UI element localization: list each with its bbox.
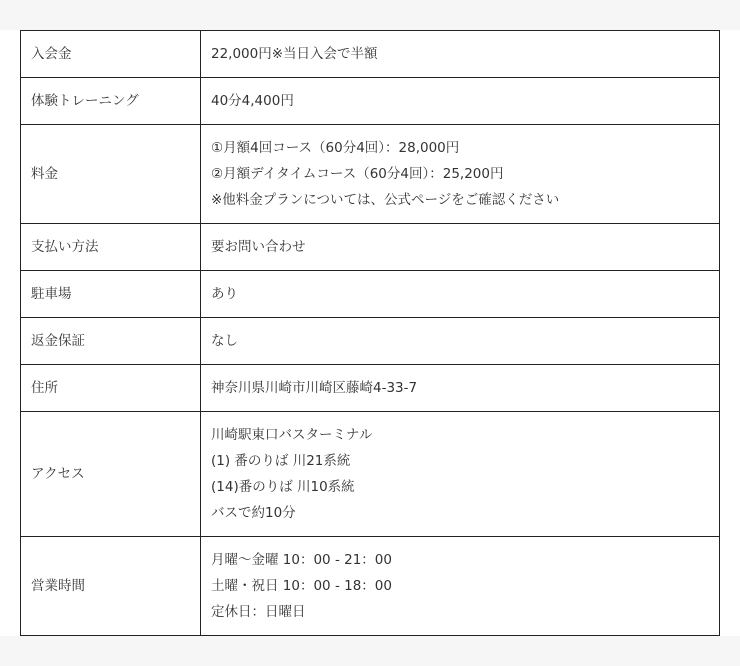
row-value bbox=[201, 412, 720, 537]
row-value bbox=[201, 125, 720, 224]
table-row-refund-guarantee bbox=[21, 318, 720, 365]
row-label: 支払い方法 bbox=[21, 224, 201, 271]
value-line: (1) 番のりば 川21系統 bbox=[211, 453, 351, 469]
value-line: ②月額デイタイムコース（60分4回）：25,200円 bbox=[211, 166, 504, 182]
table-row-trial-training bbox=[21, 78, 720, 125]
value-line: 川崎駅東口バスターミナル bbox=[211, 427, 373, 443]
value-line: ※他料金プランについては、公式ページをご確認ください bbox=[211, 192, 560, 208]
row-value bbox=[201, 365, 720, 412]
table-row-payment-method bbox=[21, 224, 720, 271]
value-line: 土曜・祝日 10：00 - 18：00 bbox=[211, 578, 392, 594]
table-row-price bbox=[21, 125, 720, 224]
row-value bbox=[201, 224, 720, 271]
value-line: (14)番のりば 川10系統 bbox=[211, 479, 355, 495]
value-line: あり bbox=[211, 286, 238, 302]
value-line: 神奈川県川崎市川崎区藤崎4-33-7 bbox=[211, 380, 418, 396]
gym-info-table bbox=[20, 30, 720, 636]
row-value bbox=[201, 31, 720, 78]
value-line: 22,000円※当日入会で半額 bbox=[211, 46, 378, 62]
value-line: 定休日：日曜日 bbox=[211, 604, 306, 620]
row-label: 入会金 bbox=[21, 31, 201, 78]
value-line: 月曜〜金曜 10：00 - 21：00 bbox=[211, 552, 392, 568]
row-value bbox=[201, 318, 720, 365]
table-row-access bbox=[21, 412, 720, 537]
value-line: 40分4,400円 bbox=[211, 93, 294, 109]
row-label: 駐車場 bbox=[21, 271, 201, 318]
value-line: 要お問い合わせ bbox=[211, 239, 306, 255]
table-row-parking bbox=[21, 271, 720, 318]
value-line: バスで約10分 bbox=[211, 505, 296, 521]
table-row-admission-fee bbox=[21, 31, 720, 78]
value-line: なし bbox=[211, 333, 238, 349]
content-area bbox=[0, 30, 740, 636]
row-label: 営業時間 bbox=[21, 537, 201, 636]
value-line: ①月額4回コース（60分4回）：28,000円 bbox=[211, 140, 460, 156]
row-label: 返金保証 bbox=[21, 318, 201, 365]
row-value bbox=[201, 78, 720, 125]
row-label: アクセス bbox=[21, 412, 201, 537]
row-value bbox=[201, 537, 720, 636]
table-row-business-hours bbox=[21, 537, 720, 636]
row-label: 料金 bbox=[21, 125, 201, 224]
row-label: 住所 bbox=[21, 365, 201, 412]
row-label: 体験トレーニング bbox=[21, 78, 201, 125]
table-row-address bbox=[21, 365, 720, 412]
row-value bbox=[201, 271, 720, 318]
